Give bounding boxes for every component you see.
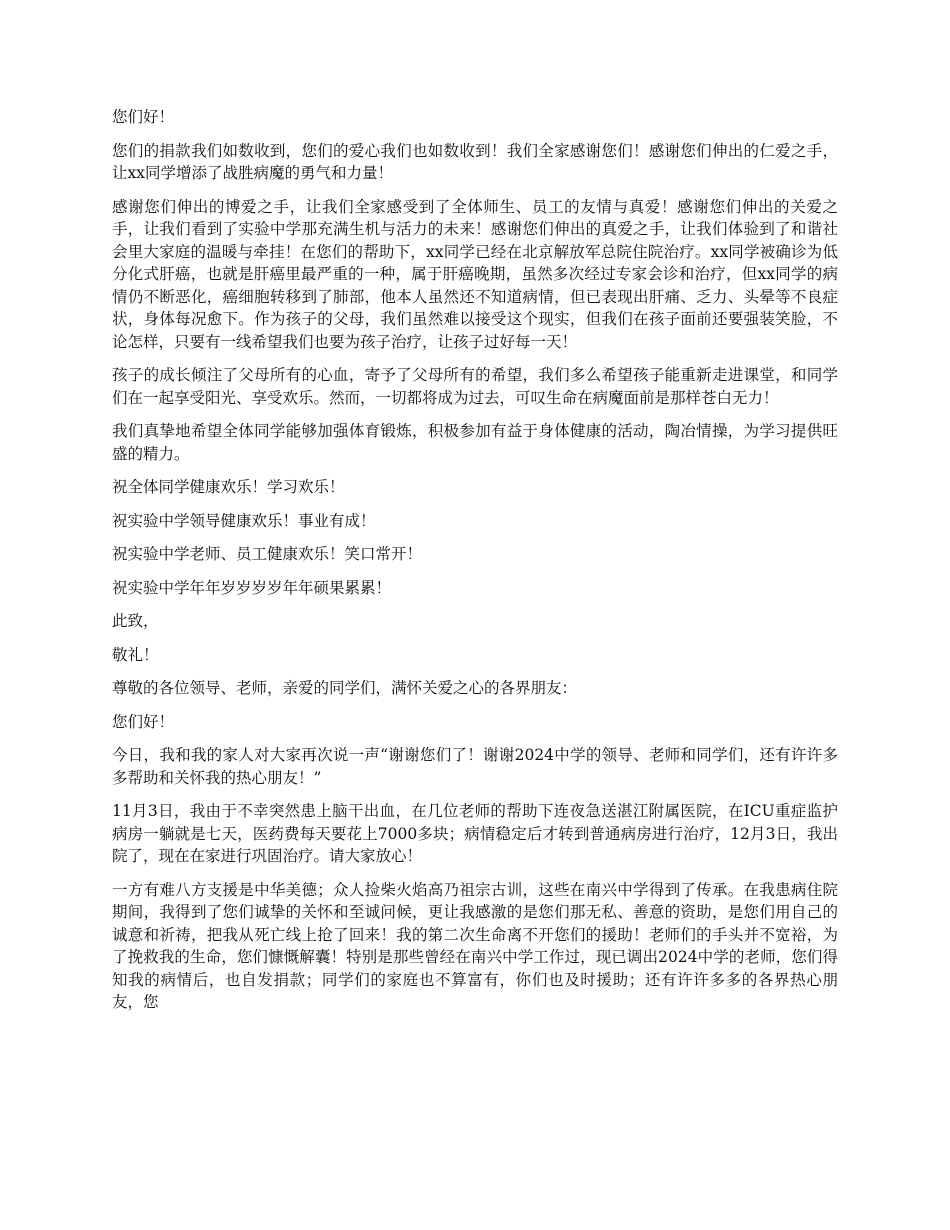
- wish-teachers-line: 祝实验中学老师、员工健康欢乐！笑口常开！: [112, 545, 423, 563]
- thanks-again-paragraph: 今日，我和我的家人对大家再次说一声“谢谢您们了！谢谢2024中学的领导、老师和同学们，还有许许多多帮助和关怀我的热心朋友！”: [112, 746, 838, 787]
- thanks-donation-paragraph: 您们的捐款我们如数收到，您们的爱心我们也如数收到！我们全家感谢您们！感谢您们伸出的仁爱之手，让xx同学增添了战胜病魔的勇气和力量！: [112, 141, 838, 182]
- wish-school-line: 祝实验中学年年岁岁岁岁年年硕果累累！: [112, 578, 392, 597]
- second-greeting-line: 您们好！: [112, 712, 175, 731]
- document-body: [112, 106, 838, 1025]
- greeting-paragraph: 您们好！: [112, 108, 175, 126]
- hospital-stay-paragraph: 11月3日，我由于不幸突然患上脑干出血，在几位老师的帮助下连夜急送湛江附属医院，在ICU重症监护病房一躺就是七天，医药费每天要花上7000多块；病情稳定后才转到普通病房进行治疗，12月3日，我出院了，现在在家进行巩固治疗。请大家放心！: [112, 802, 838, 865]
- wish-leaders-line: 祝实验中学领导健康欢乐！事业有成！: [112, 511, 376, 530]
- salute-line: 敬礼！: [112, 645, 159, 664]
- parents-hope-paragraph: 孩子的成长倾注了父母所有的心血，寄予了父母所有的希望，我们多么希望孩子能重新走进课堂，和同学们在一起享受阳光、享受欢乐。然而，一切都将成为过去，可叹生命在病魔面前是那样苍白无力！: [112, 366, 838, 407]
- gratitude-support-paragraph: 一方有难八方支援是中华美德；众人捡柴火焰高乃祖宗古训，这些在南兴中学得到了传承。在我患病住院期间，我得到了您们诚挚的关怀和至诚问候，更让我感激的是您们那无私、善意的资助，是您们用自己的诚意和祈祷，把我从死亡线上抢了回来！我的第二次生命离不开您们的援助！老师们的手头并不宽裕，为了挽救我的生命，您们慷慨解囊！特别是那些曾经在南兴中学工作过，现已调出2024中学的老师，您们得知我的病情后，也自发捐款；同学们的家庭也不算富有，你们也及时援助；还有许许多多的各界热心朋友，您: [112, 880, 838, 1011]
- exercise-wish-paragraph: 我们真挚地希望全体同学能够加强体育锻炼，积极参加有益于身体健康的活动，陶冶情操，为学习提供旺盛的精力。: [112, 422, 838, 463]
- illness-description-paragraph: 感谢您们伸出的博爱之手，让我们全家感受到了全体师生、员工的友情与真爱！感谢您们伸出的关爱之手，让我们看到了实验中学那充满生机与活力的未来！感谢您们伸出的真爱之手，让我们体验到了和谐社会里大家庭的温暖与牵挂！在您们的帮助下，xx同学已经在北京解放军总院住院治疗。xx同学被确诊为低分化式肝癌，也就是肝癌里最严重的一种，属于肝癌晚期，虽然多次经过专家会诊和治疗，但xx同学的病情仍不断恶化，癌细胞转移到了肺部，他本人虽然还不知道病情，但已表现出肝痛、乏力、头晕等不良症状，身体每况愈下。作为孩子的父母，我们虽然难以接受这个现实，但我们在孩子面前还要强装笑脸，不论怎样，只要有一线希望我们也要为孩子治疗，让孩子过好每一天！: [112, 197, 838, 351]
- second-letter-salutation: 尊敬的各位领导、老师，亲爱的同学们，满怀关爱之心的各界朋友：: [112, 679, 578, 697]
- closing-line: 此致，: [112, 612, 159, 630]
- wish-students-line: 祝全体同学健康欢乐！学习欢乐！: [112, 478, 345, 496]
